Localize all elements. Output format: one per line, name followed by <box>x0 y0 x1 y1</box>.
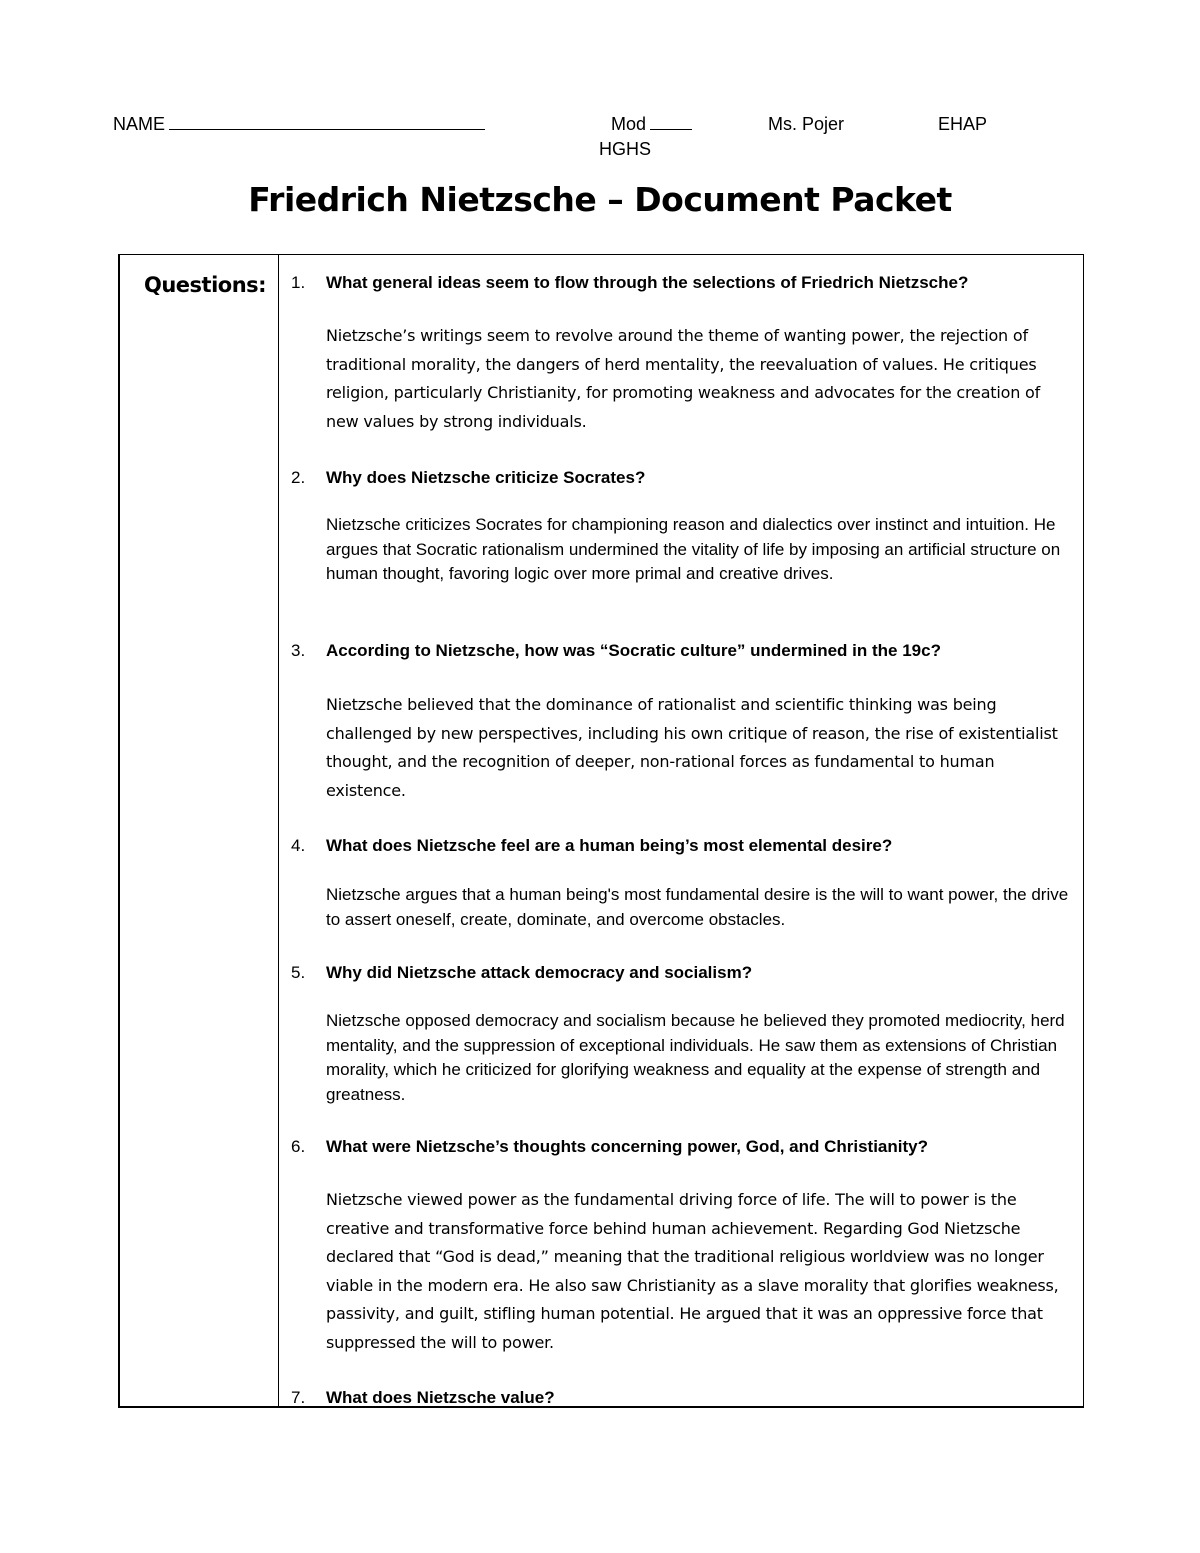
answer-text: Nietzsche’s writings seem to revolve around the theme of wanting power, the rejection of traditional morality, the dangers of herd mentality, the reevaluation of values. He critiques religion, particularly Christianity, for promoting weakness and advocates for the creation of new values by strong individuals. <box>326 326 1041 431</box>
mod-blank-line <box>650 128 692 130</box>
question-text: What were Nietzsche’s thoughts concerning power, God, and Christianity? <box>326 1137 928 1156</box>
question-number: 5. <box>291 963 306 982</box>
answer-text: Nietzsche believed that the dominance of rationalist and scientific thinking was being challenged by new perspectives, including his own critique of reason, the rise of existentialist thought, and the recognition of deeper, non-rational forces as fundamental to human existence. <box>326 695 1058 800</box>
question-number: 2. <box>291 468 306 487</box>
answer-text: Nietzsche criticizes Socrates for championing reason and dialectics over instinct and intuition. He argues that Socratic rationalism undermined the vitality of life by imposing an artificial structure on human thought, favoring logic over more primal and creative drives. <box>326 515 1061 583</box>
question-number: 7. <box>291 1388 306 1407</box>
page-title: Friedrich Nietzsche – Document Packet <box>248 180 952 219</box>
question-text: Why did Nietzsche attack democracy and socialism? <box>326 963 753 982</box>
questions-table <box>118 254 1084 1408</box>
question-text: What general ideas seem to flow through the selections of Friedrich Nietzsche? <box>326 273 969 292</box>
teacher-name: Ms. Pojer <box>768 114 845 134</box>
name-field <box>113 114 485 135</box>
question-number: 3. <box>291 641 306 660</box>
questions-label: Questions: <box>144 273 267 297</box>
mod-label: Mod <box>611 114 647 134</box>
question-number: 6. <box>291 1137 306 1156</box>
question-text: What does Nietzsche value? <box>326 1388 555 1407</box>
answer-text: Nietzsche viewed power as the fundamental driving force of life. The will to power is the creative and transformative force behind human achievement. Regarding God Nietzsche declared that “God is dead,” meaning that the traditional religious worldview was no longer viable in the modern era. He also saw Christianity as a slave morality that glorifies weakness, passivity, and guilt, stifling human potential. He argued that it was an oppressive force that suppressed the will to power. <box>326 1190 1059 1352</box>
question-number: 4. <box>291 836 306 855</box>
name-label: NAME <box>113 114 166 134</box>
name-blank-line <box>169 128 485 130</box>
column-divider <box>278 255 279 1406</box>
course-name: EHAP <box>938 114 988 134</box>
question-text: What does Nietzsche feel are a human being’s most elemental desire? <box>326 836 893 855</box>
question-text: Why does Nietzsche criticize Socrates? <box>326 468 646 487</box>
answer-text: Nietzsche opposed democracy and socialism because he believed they promoted mediocrity, herd mentality, and the suppression of exceptional individuals. He saw them as extensions of Christian morality, which he criticized for glorifying weakness and equality at the expense of strength and greatness. <box>326 1011 1065 1104</box>
answer-text: Nietzsche argues that a human being's most fundamental desire is the will to want power, the drive to assert oneself, create, dominate, and overcome obstacles. <box>326 885 1069 929</box>
question-number: 1. <box>291 273 306 292</box>
school-name: HGHS <box>599 139 652 159</box>
mod-field <box>611 114 692 135</box>
question-text: According to Nietzsche, how was “Socratic culture” undermined in the 19c? <box>326 641 941 660</box>
